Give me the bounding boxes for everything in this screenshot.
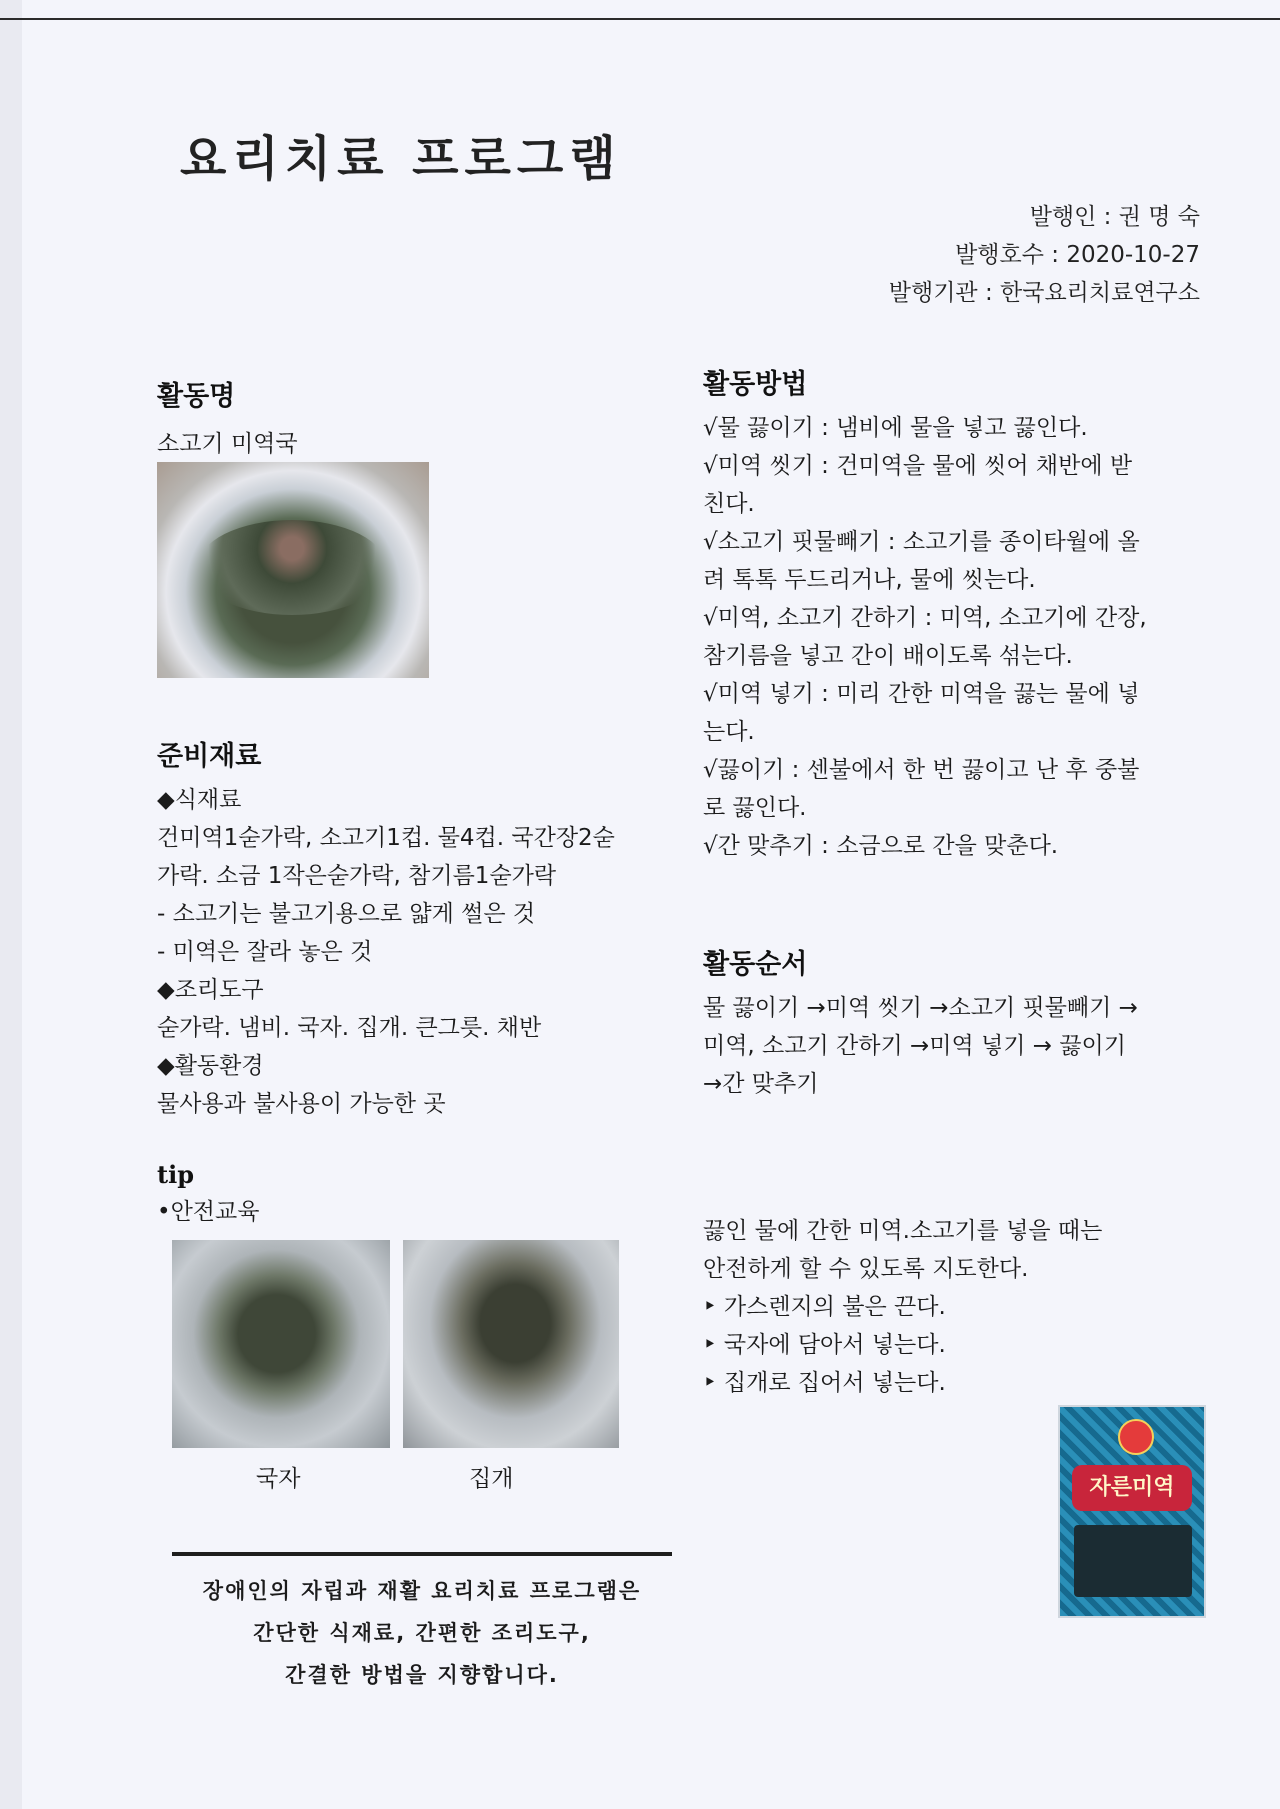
ladle-photo xyxy=(172,1240,390,1448)
activity-name-heading: 활동명 xyxy=(157,381,236,412)
footer-message xyxy=(172,1570,672,1696)
method-line: 로 끓인다. xyxy=(703,795,807,821)
safety-bullet: ‣ 국자에 담아서 넣는다. xyxy=(703,1332,946,1358)
footer-line: 간결한 방법을 지향합니다. xyxy=(285,1663,559,1687)
method-line: √소고기 핏물빼기 : 소고기를 종이타월에 올 xyxy=(703,529,1140,555)
method-line: √물 끓이기 : 냄비에 물을 넣고 끓인다. xyxy=(703,415,1088,441)
safety-note-section xyxy=(703,1212,1208,1402)
materials-section xyxy=(157,734,677,1123)
tongs-caption: 집개 xyxy=(469,1466,514,1492)
scan-edge xyxy=(0,0,22,1809)
tip-section xyxy=(157,1160,677,1231)
materials-heading: 준비재료 xyxy=(157,741,262,772)
order-line: 물 끓이기 →미역 씻기 →소고기 핏물빼기 → xyxy=(703,995,1138,1021)
method-line: 친다. xyxy=(703,491,755,517)
order-section xyxy=(703,942,1208,1103)
tools-label: ◆조리도구 xyxy=(157,977,264,1003)
publisher: 발행인 : 권 명 숙 xyxy=(1029,204,1200,230)
tongs-photo xyxy=(403,1240,619,1448)
package-label: 자른미역 xyxy=(1072,1465,1192,1511)
food-label: ◆식재료 xyxy=(157,787,242,813)
footer-divider xyxy=(172,1552,672,1556)
publication-info xyxy=(889,198,1200,312)
brand-logo-icon xyxy=(1118,1419,1154,1455)
order-line: 미역, 소고기 간하기 →미역 넣기 → 끓이기 xyxy=(703,1033,1126,1059)
package-window xyxy=(1074,1525,1192,1597)
safety-bullet: ‣ 집개로 집어서 넣는다. xyxy=(703,1370,946,1396)
page-title: 요리치료 프로그램 xyxy=(180,131,622,187)
method-line: √끓이기 : 센불에서 한 번 끓이고 난 후 중불 xyxy=(703,757,1140,783)
activity-name-value: 소고기 미역국 xyxy=(157,431,298,457)
page-top-border xyxy=(0,18,1280,20)
method-line: 참기름을 넣고 간이 배이도록 섞는다. xyxy=(703,643,1073,669)
publishing-org: 발행기관 : 한국요리치료연구소 xyxy=(888,280,1200,306)
seaweed-package-photo xyxy=(1058,1405,1206,1618)
method-line: √미역 넣기 : 미리 간한 미역을 끓는 물에 넣 xyxy=(703,681,1140,707)
food-note: - 미역은 잘라 놓은 것 xyxy=(157,939,373,965)
method-section xyxy=(703,362,1208,865)
footer-line: 장애인의 자립과 재활 요리치료 프로그램은 xyxy=(202,1579,642,1603)
footer-line: 간단한 식재료, 간편한 조리도구, xyxy=(253,1621,591,1645)
safety-note-line: 안전하게 할 수 있도록 지도한다. xyxy=(703,1256,1029,1282)
order-heading: 활동순서 xyxy=(703,949,808,980)
method-heading: 활동방법 xyxy=(703,369,808,400)
method-line: √미역 씻기 : 건미역을 물에 씻어 채반에 받 xyxy=(703,453,1133,479)
ladle-caption: 국자 xyxy=(256,1466,301,1492)
tools-list: 숟가락. 냄비. 국자. 집개. 큰그릇. 채반 xyxy=(157,1015,542,1041)
method-line: √간 맞추기 : 소금으로 간을 맞춘다. xyxy=(703,833,1059,859)
food-note: - 소고기는 불고기용으로 얇게 썰은 것 xyxy=(157,901,536,927)
issue-number: 발행호수 : 2020-10-27 xyxy=(955,242,1200,268)
method-line: √미역, 소고기 간하기 : 미역, 소고기에 간장, xyxy=(703,605,1147,631)
food-line: 건미역1숟가락, 소고기1컵. 물4컵. 국간장2숟 xyxy=(157,825,615,851)
env-label: ◆활동환경 xyxy=(157,1053,264,1079)
tip-heading: tip xyxy=(157,1160,194,1189)
method-line: 는다. xyxy=(703,719,755,745)
safety-label: •안전교육 xyxy=(157,1199,260,1225)
activity-name-section xyxy=(157,374,677,463)
env-value: 물사용과 불사용이 가능한 곳 xyxy=(157,1091,446,1117)
safety-note-line: 끓인 물에 간한 미역.소고기를 넣을 때는 xyxy=(703,1218,1103,1244)
order-line: →간 맞추기 xyxy=(703,1071,819,1097)
safety-bullet: ‣ 가스렌지의 불은 끈다. xyxy=(703,1294,946,1320)
food-line: 가락. 소금 1작은숟가락, 참기름1숟가락 xyxy=(157,863,557,889)
soup-photo xyxy=(157,462,429,678)
method-line: 려 톡톡 두드리거나, 물에 씻는다. xyxy=(703,567,1036,593)
